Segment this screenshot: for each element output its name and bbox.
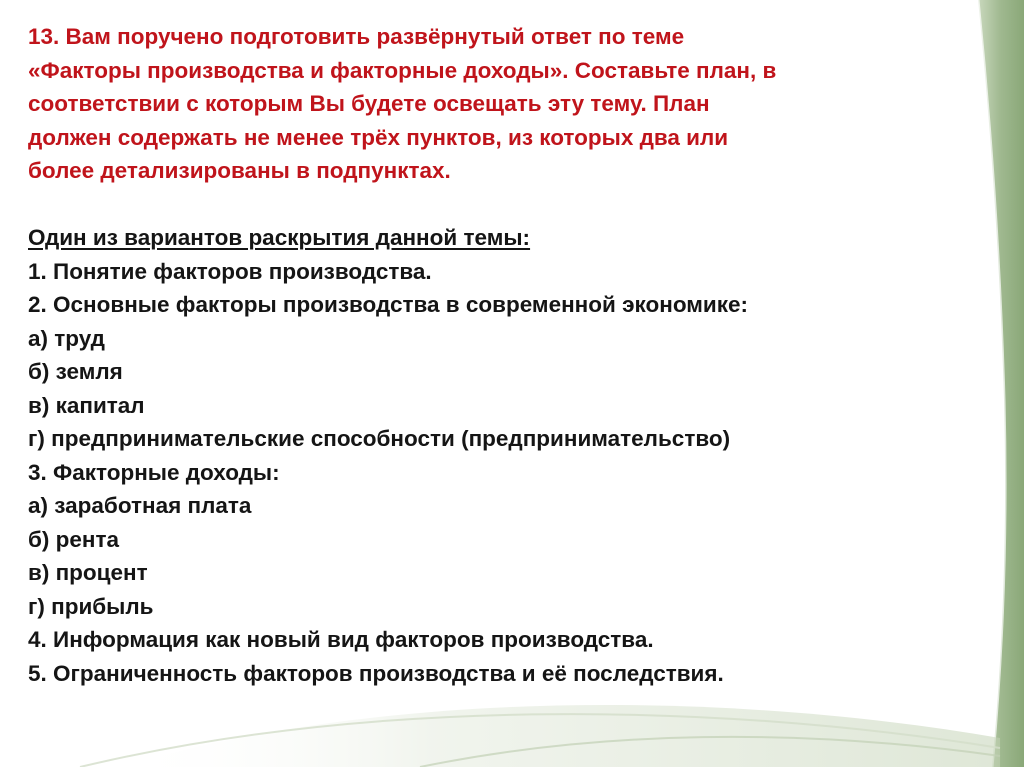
task-line: 13. Вам поручено подготовить развёрнутый ответ по теме <box>28 24 685 49</box>
plan-subitem: г) прибыль <box>28 593 154 619</box>
plan-subitem: б) земля <box>28 359 123 384</box>
task-line: более детализированы в подпунктах. <box>28 158 451 183</box>
plan-subitem: а) труд <box>28 325 105 351</box>
task-line: должен содержать не менее трёх пунктов, из которых два или <box>28 124 729 150</box>
plan-item: 2. Основные факторы производства в современной экономике: <box>28 292 749 317</box>
plan-item: 3. Факторные доходы: <box>28 459 280 485</box>
task-line: «Факторы производства и факторные доходы». Составьте план, в <box>28 57 777 83</box>
slide-content <box>28 20 988 690</box>
plan-list <box>28 255 988 691</box>
plan-item: 4. Информация как новый вид факторов производства. <box>28 627 654 652</box>
plan-subitem: в) процент <box>28 560 148 585</box>
plan-subitem: б) рента <box>28 526 120 552</box>
plan-subitem: в) капитал <box>28 392 145 418</box>
task-text <box>28 20 988 188</box>
plan-item: 1. Понятие факторов производства. <box>28 258 432 284</box>
answer-heading: Один из вариантов раскрытия данной темы: <box>28 225 531 250</box>
plan-item: 5. Ограниченность факторов производства и её последствия. <box>28 660 724 686</box>
spacer <box>28 188 988 222</box>
plan-subitem: г) предпринимательские способности (предпринимательство) <box>28 426 731 451</box>
plan-subitem: а) заработная плата <box>28 493 252 518</box>
task-line: соответствии с которым Вы будете освещать эту тему. План <box>28 91 710 116</box>
